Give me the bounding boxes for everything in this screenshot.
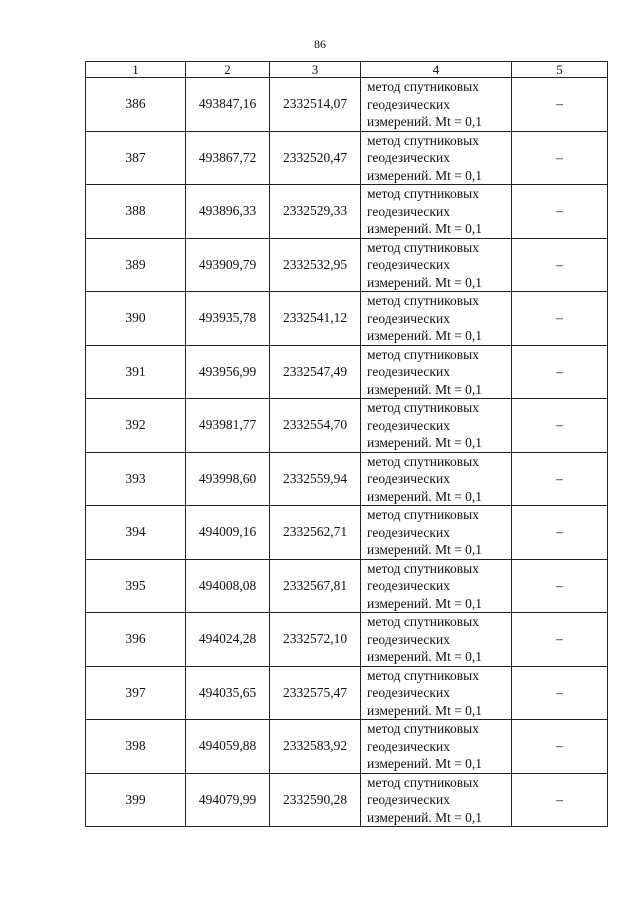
note-cell (512, 452, 608, 506)
method-line: геодезических (367, 203, 450, 219)
method-line: метод спутниковых (367, 132, 479, 148)
dash-mark: – (556, 417, 563, 433)
method-cell (361, 78, 512, 132)
method-line: метод спутниковых (367, 721, 479, 736)
dash-mark: – (556, 96, 563, 112)
point-number-cell: 387 (86, 131, 186, 185)
method-line: измерений. Mt = 0,1 (367, 381, 483, 397)
table-row (86, 345, 608, 399)
x-coordinate-cell: 494035,65 (186, 666, 270, 720)
x-coordinate-cell: 494008,08 (186, 559, 270, 613)
method-cell (361, 131, 512, 185)
x-coordinate-cell: 493867,72 (186, 131, 270, 185)
y-coordinate-cell: 2332514,07 (270, 78, 361, 132)
method-cell (361, 613, 512, 667)
note-cell (512, 78, 608, 132)
x-coordinate-cell: 493896,33 (186, 185, 270, 239)
method-line: геодезических (367, 364, 450, 379)
method-line: геодезических (367, 150, 450, 165)
note-cell (512, 185, 608, 239)
y-coordinate-cell: 2332572,10 (270, 613, 361, 667)
method-cell (361, 292, 512, 346)
header-col-4: 4 (361, 62, 512, 78)
method-line: измерений. Mt = 0,1 (367, 435, 483, 450)
table-row (86, 666, 608, 720)
dash-mark: – (556, 363, 563, 379)
method-line: измерений. Mt = 0,1 (367, 649, 483, 664)
table-row (86, 399, 608, 453)
y-coordinate-cell: 2332590,28 (270, 773, 361, 827)
dash-mark: – (556, 470, 563, 486)
x-coordinate-cell: 494024,28 (186, 613, 270, 667)
y-coordinate-cell: 2332575,47 (270, 666, 361, 720)
table-row (86, 559, 608, 613)
method-line: метод спутниковых (367, 560, 479, 576)
dash-mark: – (556, 791, 563, 807)
table-row (86, 506, 608, 560)
x-coordinate-cell: 494059,88 (186, 720, 270, 774)
table-row (86, 131, 608, 185)
point-number-cell: 389 (86, 238, 186, 292)
dash-mark: – (556, 203, 563, 219)
point-number-cell: 392 (86, 399, 186, 453)
x-coordinate-cell: 493981,77 (186, 399, 270, 453)
method-line: метод спутниковых (367, 400, 479, 415)
dash-mark: – (556, 631, 563, 647)
method-line: измерений. Mt = 0,1 (367, 167, 483, 183)
header-col-3: 3 (270, 62, 361, 78)
dash-mark: – (556, 524, 563, 540)
method-line: измерений. Mt = 0,1 (367, 809, 483, 825)
point-number-cell: 391 (86, 345, 186, 399)
header-col-5: 5 (512, 62, 608, 78)
method-line: геодезических (367, 738, 450, 754)
method-line: метод спутниковых (367, 186, 479, 201)
method-line: геодезических (367, 96, 450, 112)
note-cell (512, 559, 608, 613)
point-number-cell: 388 (86, 185, 186, 239)
method-line: геодезических (367, 257, 450, 272)
method-line: геодезических (367, 524, 450, 540)
note-cell (512, 720, 608, 774)
table-row (86, 238, 608, 292)
method-line: измерений. Mt = 0,1 (367, 756, 483, 771)
note-cell (512, 131, 608, 185)
x-coordinate-cell: 493998,60 (186, 452, 270, 506)
point-number-cell: 386 (86, 78, 186, 132)
method-cell (361, 238, 512, 292)
table-header-row (86, 62, 608, 78)
header-col-2: 2 (186, 62, 270, 78)
note-cell (512, 399, 608, 453)
method-line: измерений. Mt = 0,1 (367, 221, 483, 236)
method-line: измерений. Mt = 0,1 (367, 328, 483, 343)
dash-mark: – (556, 310, 563, 326)
table-row (86, 292, 608, 346)
table-body (86, 78, 608, 827)
table-row (86, 78, 608, 132)
table-row (86, 613, 608, 667)
method-line: геодезических (367, 471, 450, 486)
y-coordinate-cell: 2332547,49 (270, 345, 361, 399)
dash-mark: – (556, 149, 563, 165)
note-cell (512, 238, 608, 292)
y-coordinate-cell: 2332541,12 (270, 292, 361, 346)
note-cell (512, 773, 608, 827)
y-coordinate-cell: 2332529,33 (270, 185, 361, 239)
method-line: метод спутниковых (367, 293, 479, 308)
x-coordinate-cell: 494009,16 (186, 506, 270, 560)
table-row (86, 773, 608, 827)
method-line: метод спутниковых (367, 79, 479, 94)
point-number-cell: 390 (86, 292, 186, 346)
method-cell (361, 559, 512, 613)
method-cell (361, 185, 512, 239)
method-line: геодезических (367, 310, 450, 326)
y-coordinate-cell: 2332532,95 (270, 238, 361, 292)
method-line: измерений. Mt = 0,1 (367, 702, 483, 718)
x-coordinate-cell: 493847,16 (186, 78, 270, 132)
point-number-cell: 393 (86, 452, 186, 506)
x-coordinate-cell: 493956,99 (186, 345, 270, 399)
note-cell (512, 506, 608, 560)
method-cell (361, 452, 512, 506)
y-coordinate-cell: 2332554,70 (270, 399, 361, 453)
method-line: метод спутниковых (367, 453, 479, 469)
method-line: метод спутниковых (367, 667, 479, 683)
coordinates-table (85, 61, 608, 827)
y-coordinate-cell: 2332559,94 (270, 452, 361, 506)
point-number-cell: 399 (86, 773, 186, 827)
point-number-cell: 398 (86, 720, 186, 774)
x-coordinate-cell: 494079,99 (186, 773, 270, 827)
table-row (86, 452, 608, 506)
point-number-cell: 396 (86, 613, 186, 667)
page-number: 86 (314, 37, 326, 51)
header-col-1: 1 (86, 62, 186, 78)
method-line: геодезических (367, 685, 450, 700)
method-line: геодезических (367, 631, 450, 647)
y-coordinate-cell: 2332520,47 (270, 131, 361, 185)
note-cell (512, 666, 608, 720)
method-cell (361, 666, 512, 720)
method-cell (361, 773, 512, 827)
method-cell (361, 506, 512, 560)
dash-mark: – (556, 738, 563, 754)
dash-mark: – (556, 577, 563, 593)
dash-mark: – (556, 256, 563, 272)
table-row (86, 185, 608, 239)
method-line: измерений. Mt = 0,1 (367, 114, 483, 129)
method-line: измерений. Mt = 0,1 (367, 542, 483, 557)
method-line: метод спутниковых (367, 346, 479, 362)
point-number-cell: 394 (86, 506, 186, 560)
method-line: геодезических (367, 792, 450, 807)
method-line: геодезических (367, 578, 450, 593)
method-line: измерений. Mt = 0,1 (367, 274, 483, 290)
method-cell (361, 345, 512, 399)
y-coordinate-cell: 2332583,92 (270, 720, 361, 774)
y-coordinate-cell: 2332567,81 (270, 559, 361, 613)
method-line: геодезических (367, 417, 450, 433)
point-number-cell: 397 (86, 666, 186, 720)
y-coordinate-cell: 2332562,71 (270, 506, 361, 560)
note-cell (512, 345, 608, 399)
method-line: метод спутниковых (367, 614, 479, 629)
note-cell (512, 613, 608, 667)
dash-mark: – (556, 684, 563, 700)
x-coordinate-cell: 493909,79 (186, 238, 270, 292)
method-cell (361, 399, 512, 453)
point-number-cell: 395 (86, 559, 186, 613)
method-line: метод спутниковых (367, 507, 479, 522)
table-row (86, 720, 608, 774)
note-cell (512, 292, 608, 346)
x-coordinate-cell: 493935,78 (186, 292, 270, 346)
method-line: измерений. Mt = 0,1 (367, 488, 483, 504)
method-line: метод спутниковых (367, 774, 479, 790)
method-line: метод спутниковых (367, 239, 479, 255)
method-line: измерений. Mt = 0,1 (367, 595, 483, 611)
method-cell (361, 720, 512, 774)
